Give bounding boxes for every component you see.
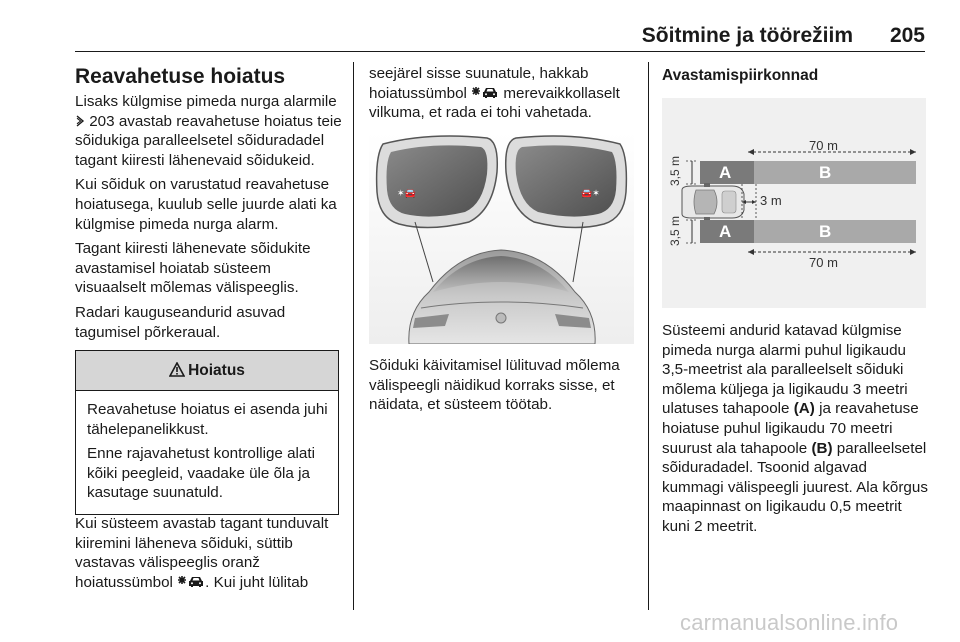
warning-text: Enne rajavahetust kontrollige alati kõiki peegleid, vaadake üle õla ja kasutage suunatuld. <box>87 445 315 502</box>
paragraph: Sõiduki käivitamisel lülituvad mõlema välispeegli näidikud korraks sisse, et näidata, et süsteem töötab. <box>369 357 620 414</box>
label-3-5m-top: 3,5 m <box>668 155 683 187</box>
paragraph: Tagant kiiresti lähenevate sõidukite avastamisel hoiatab süsteem visuaalselt mõlemas välispeeglis. <box>75 240 311 297</box>
label-3m: 3 m <box>760 193 782 208</box>
svg-text:✶🚘: ✶🚘 <box>397 189 416 199</box>
paragraph: seejärel sisse suunatule, hakkab hoiatussümbol merevaikkollaselt vilkuma, et rada ei tohi vahetada. <box>369 65 620 122</box>
warning-triangle-icon <box>169 351 185 391</box>
label-70m-top: 70 m <box>809 138 838 153</box>
page-header <box>75 22 925 52</box>
zone-a-top: A <box>719 163 732 182</box>
warning-box <box>75 350 339 515</box>
warning-text: Reavahetuse hoiatus ei asenda juhi tähelepanelikkust. <box>87 401 328 438</box>
label-70m-bottom: 70 m <box>809 255 838 270</box>
car-top-view <box>682 183 744 221</box>
left-mirror <box>377 136 498 228</box>
warning-header <box>76 351 338 391</box>
right-mirror <box>506 136 627 228</box>
zone-a-bottom: A <box>719 222 732 241</box>
chapter-title: Sõitmine ja töörežiim <box>641 24 853 47</box>
label-3-5m-bottom: 3,5 m <box>668 215 683 247</box>
zone-b-reference: (B) <box>811 439 833 457</box>
middle-column <box>369 64 633 128</box>
paragraph: Radari kauguseandurid asuvad tagumisel põrkeraual. <box>75 303 286 341</box>
zone-b-top-rect <box>754 161 916 184</box>
detection-zones-diagram <box>662 98 926 308</box>
reference-arrow-icon[interactable] <box>75 112 85 132</box>
paragraph: Kui sõiduk on varustatud reavahetuse hoiatusega, kuulub selle juurde alati ka külgmise pimeda nurga alarm. <box>75 176 337 233</box>
page-number: 205 <box>889 24 925 47</box>
intro-paragraph: Lisaks külgmise pimeda nurga alarmile 203 avastab reavahetuse hoiatus teie sõidukiga paralleelsetel sõiduradadel tagant kiiresti lähenevaid sõidukeid. <box>75 93 342 169</box>
left-column-bottom <box>75 514 345 597</box>
mirrors-illustration <box>369 132 634 344</box>
watermark-logo: carmanualsonline.info <box>680 610 899 635</box>
subsection-title: Avastamispiirkonnad <box>662 67 819 84</box>
svg-text:🚘✶: 🚘✶ <box>581 189 600 199</box>
column-divider-right <box>648 62 649 610</box>
warning-body <box>76 391 338 514</box>
middle-column-bottom <box>369 356 637 420</box>
blind-spot-warning-icon <box>177 573 205 593</box>
right-column-top <box>662 66 926 86</box>
page-reference[interactable]: 203 <box>89 112 115 130</box>
zone-b-top: B <box>819 163 832 182</box>
zone-b-bottom-rect <box>754 220 916 243</box>
section-title: Reavahetuse hoiatus <box>75 65 286 88</box>
right-column-bottom <box>662 321 928 542</box>
blind-spot-warning-icon <box>471 84 499 104</box>
column-divider-left <box>353 62 354 610</box>
paragraph: Kui süsteem avastab tagant tunduvalt kiiremini läheneva sõiduki, süttib vastavas välispeeglis oranž hoiatussümbol . Kui juht lülitab <box>75 515 329 591</box>
zone-b-bottom: B <box>819 222 832 241</box>
detection-zones-description: Süsteemi andurid katavad külgmise pimeda nurga alarmi puhul ligikaudu 3,5-meetrist ala paralleelselt sõiduki mõlema küljega ja ligikaudu 3 meetri ulatuses tahapoole (A) ja reavahetuse hoiatuse puhul ligikaudu 70 meetri suurust ala tahapoole (B) paralleelsetel sõiduradadel. Tsoonid algavad kummagi välispeegli juurest. Ala kõrgus maapinnast on ligikaudu 0,5 meetrit kuni 2 meetrit. <box>662 322 928 535</box>
warning-title: Hoiatus <box>188 362 245 379</box>
zone-a-reference: (A) <box>793 400 815 418</box>
left-column <box>75 64 343 347</box>
